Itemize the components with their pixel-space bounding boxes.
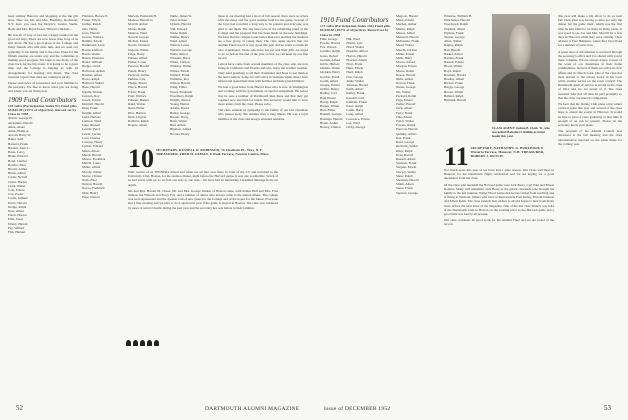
contributor-name: Wright, Warren [170,98,191,103]
contributor-name: Wyman, Frank [444,30,464,35]
contributor-name: Burbank, Harold [444,98,467,103]
contributor-name: Miller, Ernest [396,51,415,56]
contributor-name: Hadley, Carl [320,91,337,96]
contributor-name: Morgan, Edwin [396,64,417,69]
left-col4-text-4: The class extends its sympathy to the family of our late classmate who passed away this autumn after a long illness. He was a loyal member of the class and always attended reunions. [218,108,308,121]
contributor-name: Hersey, Clinton [320,125,341,130]
contributor-name: Allen, Walter [444,39,462,44]
contributor-name: Lyman, Edward [82,144,104,149]
right-col-class-1911-news [444,142,554,229]
contributor-name: Sargent, Edwin [396,165,417,170]
contributor-name: Yeaton, George [444,35,465,40]
contributor-name: Robbins, Ralph [128,119,149,124]
contributor-list-1910-a1 [320,37,342,129]
contributor-name: Lang, Alfred [346,112,364,117]
contributor-name: Harris, Clifford [82,47,103,52]
contributor-name: Heald, William [82,60,103,65]
right-col1-subheading: 173 Gifts (Participation Index 102) Fund gifts $9,550.63 (102% of objective). Record set by Class in 1958 [320,24,391,37]
left-col-1 [8,14,78,234]
contributor-name: Brackett, Harold [444,72,466,77]
contributor-name: Marsh, Harold [82,152,102,157]
contributor-name: Harper, Walter [320,104,340,109]
contributor-name: Johnson, Harold [346,83,368,88]
contributor-name: Upham, Harold [170,22,191,27]
contributor-name: Gordon, Frank [320,74,340,79]
contributor-name: Hazen, Emerson [82,56,104,61]
contributor-list-1909-a [8,116,78,234]
contributor-name: Ames, Philip A. [8,129,30,134]
contributor-name: Gates, Robert [320,53,339,58]
contributor-name: Moses, Ralph [128,26,147,31]
contributor-name: Potter, Walter [396,119,415,124]
contributor-name: Peabody, Arthur [128,72,150,77]
contributor-name: Blood, Walter [444,64,463,69]
contributor-name: Brown, Arthur [8,166,28,171]
contributor-name: Winslow, William H. [444,14,472,18]
contributor-name: Bates, Leroy [8,150,25,155]
contributor-name: Flint, George [320,36,338,41]
contributor-name: Hill, Ward [346,36,361,41]
left-col4-text: those at our meeting had a short of fall season; there were no wives with the many and the good weather held for the game. Several of the boys had travelled a long way to be present and everyone was glad to see them. The big news was of the rebuilding plans at the College and the progress that has been made on the new buildings. We hear that the campus looks better than ever and that the students are a fine group of young men. The class agent reports that our Alumni Fund record is very good this year and he wants to thank all who contributed. Those who have not yet sent their gifts are urged to do so before the end of the year so that we can keep up our fine record. [218,14,308,61]
contributor-name: Parsons, Harold [128,64,150,69]
contributor-name: Nims, Albert [396,77,414,82]
left-page-number: 52 [16,404,23,412]
contributor-name: Wells, Alfred [170,51,188,56]
contributor-name: Mann, Edwin [396,18,414,23]
contributor-name: Hobbs, Lyle [346,41,363,46]
contributor-name: King, Frank [82,106,98,111]
contributor-name: Alexander, Harold [8,120,33,125]
contributor-name: Allen, Abner [8,124,26,129]
contributor-name: Jenks, Walter [346,78,364,83]
contributor-name: Nason, Harold [396,72,416,77]
contributor-name: Greene, Edwin [320,83,340,88]
contributor-name: Haskell, George [320,112,342,117]
contributor-name: Spencer, George [396,190,418,195]
right-page-number: 53 [604,404,611,412]
contributor-name: Ball, Harold [444,47,461,52]
contributor-name: Quimby, Albert [396,131,417,136]
left-col4-text-2: Letters have come from several members of the class who are now living in California and Florida and who enjoy the warmer weather. They send greetings to all their classmates and hope to see them at the next reunion. Some are still active in business while others have retired and spend their time with hobbies and their grandchildren. [218,62,308,84]
contributor-list-1910-a2 [346,37,369,129]
contributor-name: Reed, Elmer [128,106,145,111]
contributor-name: Mead, Walter [396,43,414,48]
contributor-name: Riley, Ralph [396,148,413,153]
contributor-name: Moody, Walter [82,169,102,174]
contributor-name: Lee, Ward [346,120,360,125]
contributor-list-1910-c [444,14,488,134]
photo-tie [518,79,524,122]
contributor-name: Foster, Edwin [82,18,101,23]
contributor-name: Bowles, Eliot [8,162,26,167]
contributor-name: Hurd, Ralph [346,70,363,75]
contributor-name: Patten, Henry [128,68,147,73]
contributor-name: Hardy, Ralph [320,99,338,104]
contributor-name: Page, Ernest [396,98,413,103]
contributor-name: Fowler, Harold [320,41,341,46]
class-10-body: Well, twelve of us TENNERS mixed and when we all met over there in front of the CV and travelled to the University Club, Boston, for the reunion dinner, night before the Harvard game. It was one worthwhile. Seven of us had wives with us, so we had one lady to one side... We have had an interesting Christmas message from our Agent. [128,170,278,187]
class-number-11: 11 [444,142,469,171]
contributor-name: Page, Warren [82,194,100,199]
contributor-name: Hatch, Walter [82,51,101,56]
left-col-4 [218,14,308,123]
left-col4-text-3: We had a good letter from Harold Ross who is now in Washington and working with the government on special assignment. He writes that he sees a number of Dartmouth men there and that they get together now and then for lunch. The secretary would like to have more letters from the class. Please write. [218,85,308,107]
contributor-name: Willard, Frank [170,72,190,77]
contributor-name: Perkins, Lyle [128,77,146,82]
contributor-name: Davis, Harold [8,200,27,205]
contributor-name: Brooks, Henry [170,131,190,136]
contributor-name: Mills, Harry [396,56,413,61]
contributor-name: Parker, Loren [128,60,146,65]
contributor-name: Young, Harlan [170,102,190,107]
contributor-name: Merwin, Frederick H. [128,14,157,18]
contributor-name: Graves, Wallace [82,35,104,40]
contributor-name: Hoyt, Frank [346,62,363,67]
contributor-name: Lawrence, Edwin [346,116,370,121]
contributor-name: Griffin, Henry [320,87,339,92]
contributor-name: Howard, Albert [346,57,367,62]
contributor-name: Martin, Ralph [396,26,415,31]
contributor-name: Gallup, Ralph [82,22,101,27]
contributor-name: Nelson, Harold [82,182,103,187]
contributor-name: Norton, Frank [396,81,415,86]
contributor-name: Wheeler, Harry [170,56,191,61]
contributor-name: Tuttle, James W. [170,14,192,18]
contributor-name: Jackson, Roy [82,93,100,98]
class-11-filler-2: Our class continues its good work for the Alumni Fund and we are proud of the record. [444,218,554,227]
contributor-name: Merrill, Carlton [396,47,417,52]
left-col-class-1910-news [128,144,278,212]
contributor-name: Hood, Walter [346,45,364,50]
contributor-name: Worthen, Albert [444,26,466,31]
contributor-name: Keith, Albert [346,87,364,92]
contributor-name: Powers, Ralph [396,123,416,128]
contributor-name: Woodward, Ralph [444,22,468,27]
contributor-name: Peck, Albert [396,106,413,111]
contributor-name: Olds, Henry [82,190,99,195]
contributor-name: Richards, Walter [396,144,419,149]
contributor-name: Bond, Charles [8,158,27,163]
left-footer: DARTMOUTH ALUMNI MAGAZINE [205,406,300,412]
class-11-heading [444,142,554,171]
contributor-name: Gerrish, Alfred [320,57,340,62]
contributor-name: Brewer, Frank [444,81,463,86]
contributor-name: Flanders, Horace E. [82,14,109,18]
contributor-name: Hosmer, Albert [82,72,103,77]
left-col1-filler: He was all of very of last and a happy reunion in the good old days. There are now fewer than forty of us still about. He has a good place at the College and many friends who will miss him, and we send our sympathy to his family and to the class. Plans for the fiftieth reunion are under way and the committee is making good progress. We hope to see many of the class back for the big event. It is going to be a great time and the College is helping us with all arrangements for housing and meals. The class treasurer reports that dues are coming in nicely. [8,32,78,79]
contributor-name: Wade, Ralph [170,30,187,35]
contributor-name: Glidden, Harry [320,70,340,75]
right-col-4 [558,14,622,148]
right-col4-filler-3: The program of the Alumni Council was discussed at the fall meeting and the class representative reported on the plans made for the coming year. [558,129,622,146]
contributor-name: Bean, Walter [170,119,188,124]
contributor-name: Orr, Walter [396,89,411,94]
contributor-name: White, Carlton [170,60,190,65]
contributor-name: Kelley, Frank [346,91,365,96]
contributor-name: Sherman, Harold [396,177,419,182]
class-number-10: 10 [128,144,154,173]
contributor-name: Knight, Albert [82,110,102,115]
left-col1-heading: 1909 Fund Contributors [8,95,77,104]
contributor-name: Eaton, Horace [8,213,27,218]
contributor-name: Woodbury, Ralph [170,93,194,98]
contributor-name: Wilder, Edwin [170,68,190,73]
contributor-name: Blake, Edward [8,154,28,159]
contributor-name: Vail, Edward [170,26,188,31]
contributor-name: Noyes, Frederick [82,186,105,191]
contributor-name: Cole, Edwin [8,187,25,192]
class-10-officers: SECRETARY, RUSSELL D. ROBINSON, 16 Chatham Pl., Troy, N.Y. TREASURER, FRED H. OSMAN. 8 Walk Terrace, Newton Centre, Mass. [156,148,270,157]
contributor-name: Lovejoy, Henry [82,140,103,145]
contributor-name: Abbott, George H. [8,116,33,121]
contributor-name: Hunt, Edwin [346,66,364,71]
contributor-name: Pike, Edwin [396,114,413,119]
contributor-name: Smith, Albert [396,182,414,187]
contributor-name: Pratt, Wallace [128,93,147,98]
left-col1-subheading: 145 Gifts (Participation Index 91) Fund gifts $4,845.49 (113% of objective). Record set by Class in 1958 [8,103,77,117]
contributor-name: Goss, Harold [82,30,100,35]
contributor-name: Walker, Henry [170,35,190,40]
contributor-name: Lewis, Lucius [82,131,101,136]
photo-head [509,25,531,70]
contributor-name: Emery, Harold [8,221,28,226]
contributor-list-1910-b [396,14,440,195]
contributor-name: Bradley, Albert [444,77,465,82]
contributor-name: Hodge, Lloyd [82,64,101,69]
class-11-filler: Of the class who attended the Harvard game were Jack Berry, Curt Paul and Ernest Roberts. Many will remember Jack Berry as the genial classmate who brought his family to the last reunion. Walter Hood writes that he has retired from teaching and is living in Vermont. Others who have written include Fred Kelley, Harold Johnson and Albert Keith. The class extends best wishes to all and hopes to hear from many more before the next issue of the magazine. One of the last class dinners was held at the Dartmouth Club in Boston on the evening prior to the Harvard game and a good time was had by all present. [444,182,554,217]
contributor-name: Howe, Ralph [82,77,100,82]
contributor-name: Morrill, Arthur [128,22,148,27]
contributor-name: Jewett, Edwin [82,98,101,103]
contributor-name: Chase, Harlan [8,179,27,184]
right-col-1 [320,14,392,129]
contributor-name: Ives, George [346,74,364,79]
contributor-name: Perry, Frank [396,110,413,115]
contributor-name: Knox, Ralph [346,104,364,109]
contributor-name: Wing, Elmer [170,85,187,90]
left-col1-text: been visiting Hanover and shopping at the Inn gift shop. Here are Mr. and Mrs. Bradbury, Rochester, N.Y. have you seen the Dreyer's, Grants, Snells, Beals and Mrs. Boyd Sweet, Wilson's children... [8,14,78,31]
contributor-name: Cox, Porter [8,192,24,197]
contributor-name: Dodge, Ralph [8,204,27,209]
contributor-name: Huse, Harold [82,85,100,90]
contributor-name: Kimball, Harold [82,102,104,107]
contributor-name: Heath, Arthur [320,120,339,125]
left-col1-filler-2: Please send news of yourselves and your families to the secretary. We like to know what you are doing and where you are living now. [8,81,78,94]
contributor-name: Mann, Albert [82,148,100,153]
contributor-name: Packard, Ralph [396,93,417,98]
contributor-name: Wilson, Harold [170,81,191,86]
contributor-name: Hastings, Harold [320,116,343,121]
contributor-name: Rogers, Albert [128,123,148,128]
contributor-name: Winchester, Harold [444,18,470,23]
contributor-name: Williams, Roy [170,77,190,82]
class-agent-photo [492,14,550,122]
right-page [314,0,628,420]
contributor-list-1909-c [128,14,170,128]
contributor-name: Ward, Albert [170,39,187,44]
contributor-name: Bullard, Ralph [444,93,464,98]
contributor-name: Moore, Alfred [396,60,415,65]
contributor-name: McKenzie, Frank [396,39,420,44]
contributor-name: Ray, Frank [396,135,411,140]
contributor-name: Bartlett, John C. [8,145,30,150]
contributor-name: Putnam, Harlan [128,98,149,103]
contributor-name: Leavitt, Percy [82,127,101,132]
contributor-name: Briggs, George [444,85,465,90]
contributor-name: Clark, Walter [8,183,26,188]
contributor-name: Bigelow, Alfred [170,127,192,132]
contributor-name: Brown, Walter [444,89,464,94]
contributor-name: Merrill, Louis [82,161,101,166]
contributor-name: Boyd, Ralph [444,68,461,73]
contributor-name: Shaw, Ralph [396,173,413,178]
contributor-name: Fisk, Herbert [8,229,26,234]
contributor-name: Curtis, Samuel [8,196,28,201]
contributor-name: Morse, Ralph [396,68,414,73]
contributor-name: Bagley, Ralph [444,43,463,48]
contributor-name: Wood, Frederick [170,89,193,94]
contributor-name: Parker, Harold [396,102,416,107]
contributor-name: Dow, Albert [8,208,25,213]
class-11-body: Not much news this year as we have had a quiet season. Our Class will meet in Hanover for the Dartmouth Night celebration and we are hoping for a good attendance from the class. [444,168,554,181]
photo-caption: CLASS AGENT: Joshua B. Clark '11, who succeeded Malcolm O. Rollins as Fund leader this year. [492,126,550,138]
contributor-name: Rice, Herbert [128,110,146,115]
contributor-name: Lord, Charles [82,135,101,140]
contributor-name: Hall, Ernest [320,95,336,100]
contributor-name: Libby, George [346,125,366,130]
class-10-heading [128,144,278,173]
contributor-name: Carter, Newell [8,175,28,180]
contributor-name: Tyler, Robert [170,18,188,23]
contributor-name: Ingalls, Warren [82,89,103,94]
contributor-name: Ladd, Herbert [82,114,101,119]
contributor-name: Gibbs, Herbert [320,62,340,67]
contributor-name: Rand, Walter [128,102,146,107]
contributor-name: Hammond, Leon [82,43,105,48]
contributor-name: Miller, Alfred [82,165,101,170]
contributor-name: Webster, George [170,47,192,52]
contributor-name: Osgood, Walter [128,47,149,52]
contributor-name: Hart, Elmer [320,108,336,113]
contributor-list-1909-b [82,14,124,199]
contributor-name: Bartlett, Frank [444,56,464,61]
contributor-name: Bell, Arthur [170,123,186,128]
contributor-name: Warren, Lester [170,43,190,48]
right-col4-body: this year will make a big effort to do so next fall. Dick Paul was having to miss not only the dinner but the game itself, which was the first time he had failed to be there in many years. It was good to see Joe and Mrs. Morrill for a few days in Hanover while they were visiting. Their address is East Hampton, where they have lived for a number of years now. [558,14,622,48]
contributor-name: Fay, Willard [8,225,25,230]
contributor-name: Bailey, George [170,110,190,115]
contributor-name: Bassett, Edwin [444,60,464,65]
right-col4-filler-2: We hear that the Outing Club plans a big winter carnival again this year and several of the class hope to attend the events in Hanover. It would be fine to have a class gathering at that time if enough of us can be present. Please let the secretary know your plans. [558,102,622,128]
contributor-name: Marden, Arthur [396,22,417,27]
contributor-name: Gardner, Ralph [320,49,341,54]
contributor-name: Maxwell, Harold [396,35,419,40]
contributor-name: Nash, Eliot [82,177,97,182]
contributor-name: Pierce, Harold [128,85,148,90]
contributor-name: Nutter, George [396,85,416,90]
contributor-name: Munroe, Ward [128,30,148,35]
contributor-name: Sanborn, Frank [396,161,417,166]
contributor-name: Read, George [396,140,415,145]
contributor-name: Rich, Clayton [128,114,147,119]
contributor-name: Lamson, Ward [82,119,102,124]
contributor-name: Fox, Warren [320,45,337,50]
contributor-name: Magoon, Harold [396,14,418,18]
contributor-name: Barrett, Harry [170,114,189,119]
right-footer: Issue of DECEMBER 1952 [324,406,391,412]
contributor-name: Palmer, Alfred [128,56,148,61]
contributor-name: Mason, Frederick [82,156,106,161]
contributor-name: Adams, Ernest [170,106,190,111]
contributor-name: Russell, Albert [396,156,416,161]
contributor-name: Lane, Russell [82,123,100,128]
contributor-name: Gilman, Walter [320,66,341,71]
contributor-name: Gile, Henry [82,26,98,31]
contributor-name: Nichols, Ernest [128,39,149,44]
contributor-name: Kimball, Ernest [346,99,368,104]
contributor-name: Hubbard, Walter [82,81,104,86]
decorative-ornament [126,340,159,346]
contributor-name: Norris, Clarence [128,43,150,48]
contributor-name: Newell, George [128,35,149,40]
right-col1-heading: 1910 Fund Contributors [320,16,389,24]
contributor-name: Barker, Albert [444,51,463,56]
contributor-name: Hamlin, Edwin [82,39,103,44]
contributor-name: Burns, Albert [8,171,26,176]
contributor-name: Monroe, Harold G. [128,18,154,23]
contributor-name: Morse, Clinton [82,173,102,178]
contributor-name: Paige, Harry [128,51,145,56]
contributor-list-1910-a [320,37,392,129]
contributor-name: Arnold, Harry W. [8,133,32,138]
right-col4-filler: A great deal of information is received through the secretary's office and it is shared with you in these columns. We are always happy to hear of the work of our classmates in their home communities. Several of them are active in civic affairs and in church work. One of the class has been elected to the school board in his town while another serves on the town council. The Dartmouth spirit of service is strong in the class of 1911 and we are proud of it. The class treasurer asks that all dues be paid promptly so that the class can meet its obligations. [558,49,622,100]
contributor-name: Prescott, Harold [396,127,418,132]
contributor-name: Sawyer, Walter [396,169,417,174]
contributor-name: Whitney, Walter [170,64,192,69]
contributor-name: Hopkins, Alfred [346,49,368,54]
contributor-name: Kendall, Carl [346,95,365,100]
contributor-name: Porter, Frank [128,89,146,94]
class-10-filler: Mr. and Mrs. Harold M. Chase, Mr. and Mrs. George Walker of Boston came, with Arthur Bell and Mrs. Fred Osman, the Wilsons and Percy Fox, and a number of others who always come to the annual dinner. The college was well represented and the speaker told of new plans for the College and of the hopes for the future. Everyone had a fine evening and we plan to do it again next year if the game is played in Boston. The class was saddened by news of several deaths during the past year and the secretary has sent letters to their families. [128,188,278,210]
contributor-name: Holbrook, Arthur [82,68,105,73]
contributor-name: Barnard, Frank [8,141,28,146]
contributor-name: Ellis, Jonas [8,217,24,222]
contributor-name: Phelps, Ernest [128,81,147,86]
class-11-officers: SECRETARY, NATHANIEL G. BURLEIGH, 6 Wisteria Terrace, Hanover, N.H. TREASURER, ROBERT J. DUTCH. [470,146,545,159]
contributor-name: Horton, Harold [346,53,367,58]
contributor-name: Snow, Frank [396,186,413,191]
contributor-name: Lamb, Harry [346,108,364,113]
contributor-list-1909-d [170,14,212,134]
contributor-name: Baker, Seth [8,137,24,142]
contributor-name: Mason, Albert [396,30,415,35]
contributor-name: Ross, Harold [396,152,414,157]
contributor-name: Gould, Albert [320,78,339,83]
